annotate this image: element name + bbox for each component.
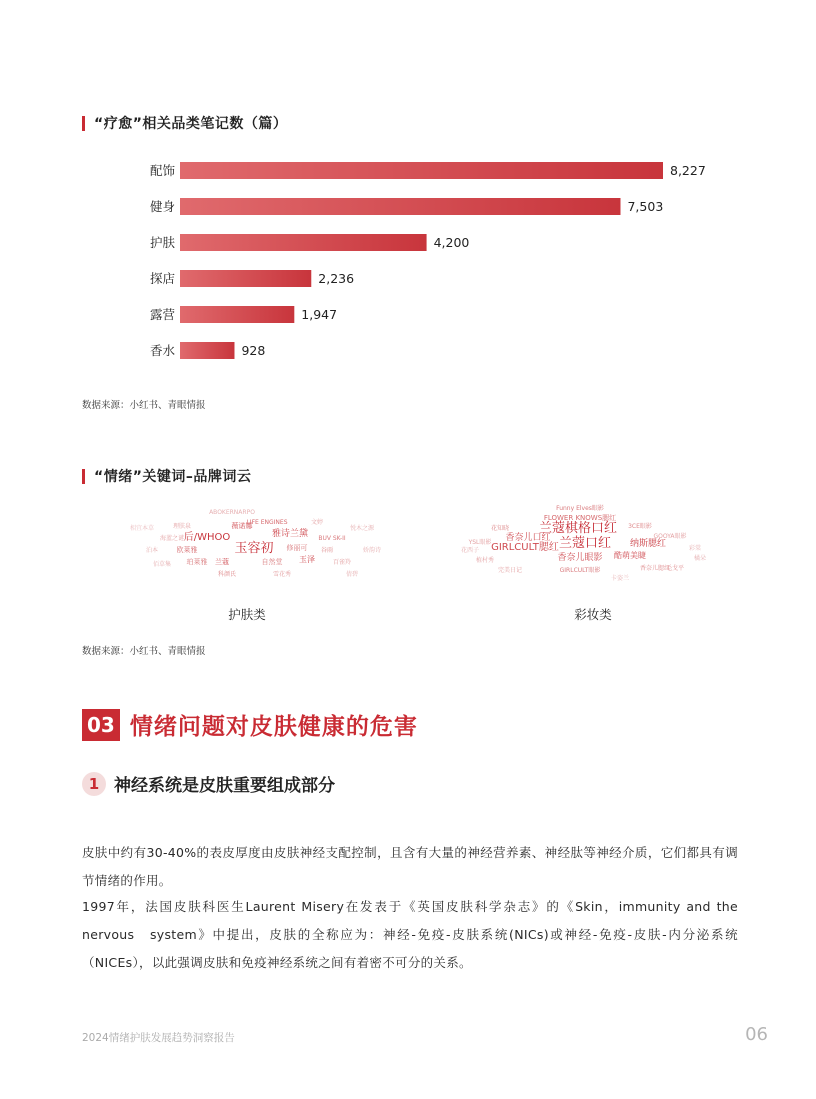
cloud-word: 兰蔻口红 [558, 536, 612, 551]
skincare-word-cloud [112, 500, 412, 586]
cloud-word: 珀莱雅 [186, 558, 208, 566]
cloud-word: 香奈儿腮红 [639, 565, 671, 572]
cloud-word: 花西子 [460, 547, 480, 554]
cloud-word: GIRLCULT眼影 [559, 567, 601, 574]
cloud-word: 毛戈平 [665, 565, 685, 572]
section-accent-bar [82, 116, 85, 131]
cloud-word: 纳斯腮红 [629, 539, 667, 549]
cloud-word: 科颜氏 [217, 571, 237, 578]
cloud-word: 倩碧 [345, 571, 359, 578]
cloud-word: 酷萌美睫 [614, 551, 646, 560]
cloud-word: 植村秀 [475, 557, 495, 564]
section-accent-bar [82, 469, 85, 484]
cloud-word: 娇韵诗 [362, 547, 382, 554]
chapter-heading [82, 708, 418, 741]
chapter-number: 03 [82, 709, 120, 741]
cloud-word: 兰蔻棋格口红 [538, 521, 618, 536]
cloud-word: 海蓝之谜 [159, 535, 185, 542]
cloud-word: 欧莱雅 [176, 546, 198, 554]
page-number: 06 [745, 1024, 768, 1045]
cloud-word: 彩棠 [688, 545, 702, 552]
section-header-brand-cloud [82, 466, 251, 486]
cloud-word: GOOYA眼影 [653, 533, 687, 540]
cloud-word: ABOKERNARPO [209, 509, 255, 516]
cloud-word: 泊本 [145, 547, 159, 554]
cloud-word: YSL眼影 [468, 539, 492, 546]
bar-chart-svg [130, 152, 730, 374]
category-label: 香水 [149, 343, 175, 358]
value-label: 4,200 [433, 235, 470, 250]
cloud-word: 百雀羚 [332, 559, 352, 566]
footer-report-title: 2024情绪护肤发展趋势洞察报告 [82, 1032, 235, 1044]
cloud-word: 香奈儿眼影 [557, 553, 603, 563]
body-paragraph-2: 1997年，法国皮肤科医生Laurent Misery在发表于《英国皮肤科学杂志》的《Skin，immunity and the nervous system》中提出，皮肤的全称应为：神经-免疫-皮肤系统(NICs)或神经-免疫-皮肤-内分泌系统（NICEs），以此强调皮肤和免疫神经系统之间有着密不可分的关系。 [82, 899, 738, 970]
cloud-word: 3CE眼影 [628, 523, 652, 530]
cloud-word: Funny Elves眼影 [556, 505, 604, 512]
subsection-heading [82, 771, 335, 796]
bar [180, 306, 294, 323]
cloud-word: 玉容初 [234, 541, 274, 556]
category-label: 探店 [149, 271, 175, 286]
data-source-note: 数据来源：小红书、青眼情报 [82, 400, 206, 411]
category-notes-bar-chart [130, 152, 730, 374]
cloud-word: GIRLCULT腮红 [491, 542, 559, 553]
cloud-word: 花知晓 [490, 525, 510, 532]
data-source-note: 数据来源：小红书、青眼情报 [82, 646, 206, 657]
value-label: 928 [241, 343, 266, 358]
section-title: “疗愈”相关品类笔记数（篇） [94, 116, 288, 132]
cloud-word: FLOWER KNOWS腮红 [543, 514, 617, 522]
category-label: 健身 [149, 199, 175, 214]
subsection-title: 神经系统是皮肤重要组成部分 [114, 776, 335, 796]
cloud-word: 卡姿兰 [610, 575, 630, 582]
makeup-cloud-caption: 彩妆类 [574, 607, 612, 622]
makeup-word-cloud-svg [440, 500, 740, 586]
cloud-word: 完美日记 [497, 567, 523, 574]
skincare-cloud-caption: 护肤类 [228, 607, 266, 622]
cloud-word: 兰蔻 [215, 558, 229, 566]
category-label: 露营 [149, 307, 175, 322]
chapter-title: 情绪问题对皮肤健康的危害 [129, 714, 418, 740]
bar [180, 270, 311, 287]
bar [180, 234, 427, 251]
cloud-word: 橘朵 [693, 555, 707, 562]
cloud-word: 相宜本草 [129, 525, 155, 532]
subsection-number: 1 [82, 772, 106, 796]
bar [180, 198, 620, 215]
bar [180, 342, 234, 359]
cloud-word: 悦木之源 [349, 525, 375, 532]
value-label: 2,236 [318, 271, 355, 286]
section-title: “情绪”关键词–品牌词云 [94, 469, 252, 485]
cloud-word: 自然堂 [261, 558, 283, 566]
makeup-word-cloud [440, 500, 740, 586]
category-label: 护肤 [149, 235, 175, 250]
value-label: 1,947 [301, 307, 338, 322]
cloud-word: 文婷 [310, 519, 324, 526]
bar [180, 162, 663, 179]
cloud-word: 玉泽 [299, 555, 315, 564]
category-label: 配饰 [149, 163, 175, 178]
cloud-word: 理肤泉 [172, 523, 192, 530]
cloud-word: 后/WHOO [183, 532, 231, 543]
cloud-word: 佰草集 [152, 561, 172, 568]
value-label: 8,227 [670, 163, 706, 178]
cloud-word: BUV SK-II [318, 535, 346, 542]
cloud-word: 雅诗兰黛 [271, 529, 309, 539]
skincare-word-cloud-svg [112, 500, 412, 586]
cloud-word: LIFE ENGINES [246, 519, 288, 526]
cloud-word: 雪花秀 [272, 571, 292, 578]
body-paragraph-1: 皮肤中约有30-40%的表皮厚度由皮肤神经支配控制，且含有大量的神经营养素、神经肽等神经介质，它们都具有调节情绪的作用。 [82, 845, 738, 888]
cloud-word: 香奈儿口红 [505, 533, 551, 543]
section-header-category-notes [82, 113, 287, 133]
value-label: 7,503 [627, 199, 664, 214]
cloud-word: 谷雨 [320, 547, 334, 554]
cloud-word: 薇诺娜 [231, 522, 253, 530]
cloud-word: 修丽可 [286, 544, 308, 552]
